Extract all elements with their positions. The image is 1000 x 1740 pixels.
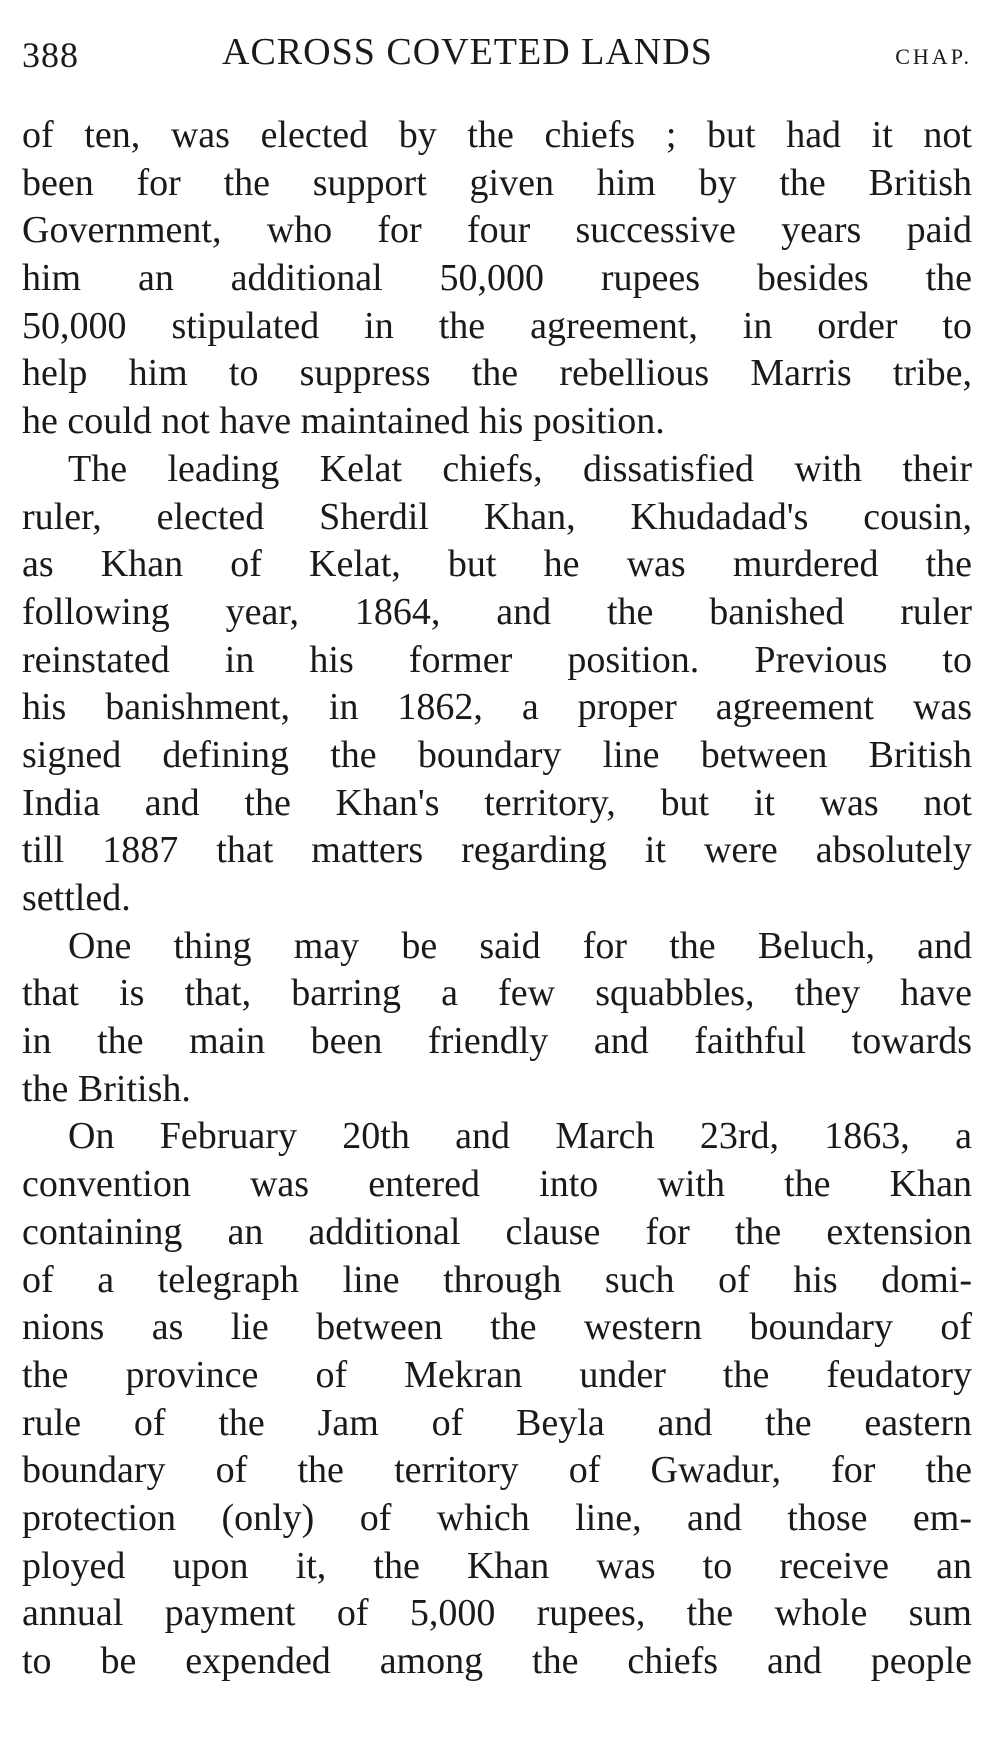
- text-line: him an additional 50,000 rupees besides the: [22, 257, 972, 300]
- paragraph: [22, 446, 972, 923]
- text-line: boundary of the territory of Gwadur, for the: [22, 1449, 972, 1492]
- text-line: convention was entered into with the Khan: [22, 1163, 972, 1206]
- text-line: nions as lie between the western boundary of: [22, 1306, 972, 1349]
- text-line: as Khan of Kelat, but he was murdered the: [22, 543, 972, 586]
- text-line: of a telegraph line through such of his domi-: [22, 1258, 972, 1301]
- text-line: On February 20th and March 23rd, 1863, a: [68, 1115, 972, 1158]
- paragraph: [22, 112, 972, 446]
- text-line: rule of the Jam of Beyla and the eastern: [22, 1401, 972, 1444]
- text-line: of ten, was elected by the chiefs ; but had it not: [22, 114, 972, 156]
- text-line: help him to suppress the rebellious Marris tribe,: [22, 352, 972, 395]
- text-line: ruler, elected Sherdil Khan, Khudadad's cousin,: [22, 495, 972, 538]
- body-text: [22, 112, 972, 1686]
- text-line: protection (only) of which line, and those em-: [22, 1496, 972, 1539]
- text-line: following year, 1864, and the banished ruler: [22, 590, 972, 633]
- running-head: [22, 30, 972, 80]
- page-number: 388: [22, 35, 79, 75]
- text-line: Government, who for four successive years paid: [22, 209, 972, 252]
- text-line: reinstated in his former position. Previous to: [22, 638, 972, 681]
- text-line: 50,000 stipulated in the agreement, in order to: [22, 304, 972, 347]
- text-line: that is that, barring a few squabbles, they have: [22, 972, 972, 1015]
- text-line: settled.: [22, 877, 131, 919]
- text-line: he could not have maintained his position.: [22, 400, 665, 443]
- text-line: till 1887 that matters regarding it were absolutely: [22, 829, 972, 872]
- text-line: to be expended among the chiefs and people: [22, 1640, 972, 1682]
- text-line: India and the Khan's territory, but it was not: [22, 781, 972, 824]
- text-line: the British.: [22, 1067, 191, 1110]
- text-line: his banishment, in 1862, a proper agreement was: [22, 686, 972, 729]
- text-line: The leading Kelat chiefs, dissatisfied with their: [68, 447, 972, 490]
- paragraph: [22, 923, 972, 1114]
- text-line: ployed upon it, the Khan was to receive an: [22, 1544, 972, 1587]
- text-line: the province of Mekran under the feudatory: [22, 1353, 972, 1396]
- paragraph: [22, 1113, 972, 1685]
- text-line: signed defining the boundary line between British: [22, 733, 972, 776]
- chapter-label: CHAP.: [895, 44, 972, 69]
- text-line: annual payment of 5,000 rupees, the whole sum: [22, 1592, 972, 1635]
- text-line: been for the support given him by the British: [22, 161, 972, 204]
- text-line: One thing may be said for the Beluch, and: [68, 924, 972, 967]
- text-line: in the main been friendly and faithful towards: [22, 1020, 972, 1063]
- text-line: containing an additional clause for the extension: [22, 1210, 972, 1253]
- running-title: ACROSS COVETED LANDS: [222, 31, 713, 73]
